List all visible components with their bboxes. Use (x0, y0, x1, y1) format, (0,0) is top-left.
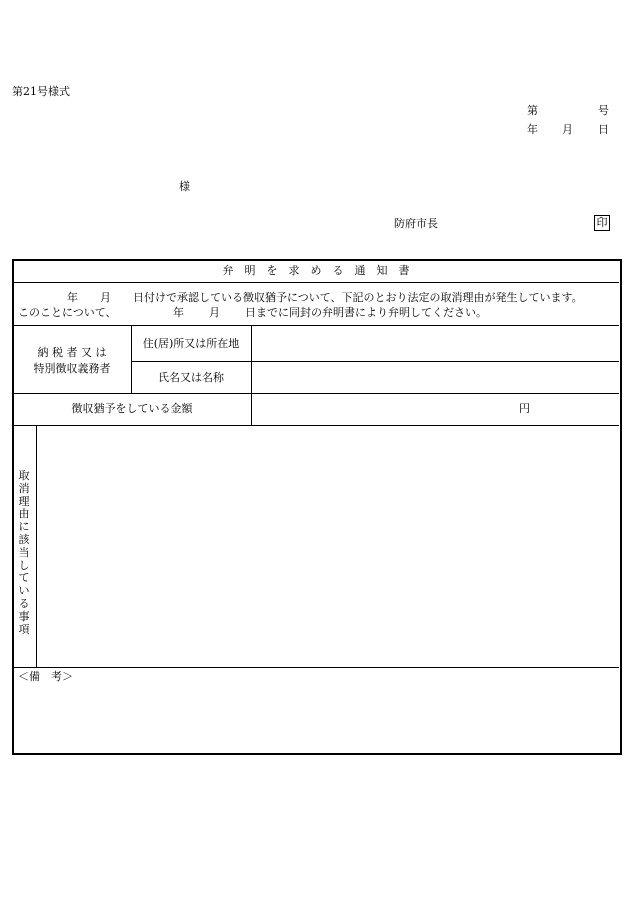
intro-line-2-prefix: このことについて、 (18, 306, 117, 319)
name-label: 氏名又は名称 (158, 371, 224, 384)
intro-divider (13, 325, 619, 326)
taxpayer-divider (13, 393, 619, 394)
date-month-label: 月 (562, 123, 573, 136)
reason-field[interactable] (37, 426, 618, 666)
document-number-suffix: 号 (598, 104, 609, 117)
name-field[interactable] (252, 362, 618, 392)
amount-label: 徴収猶予をしている金額 (71, 402, 193, 415)
form-number: 第21号様式 (12, 85, 70, 98)
intro-line-2-year: 年 (173, 306, 184, 319)
intro-line-2-suffix: 日までに同封の弁明書により弁明してください。 (245, 306, 487, 319)
form-title: 弁 明 を 求 め る 通 知 書 (222, 264, 410, 277)
intro-line-1: 年 月 日付けで承認している徴収猶予について、下記のとおり法定の取消理由が発生しています。 (67, 291, 583, 304)
taxpayer-label-line-1: 納 税 者 又 は (37, 346, 107, 359)
issuer-name: 防府市長 (394, 217, 438, 230)
remarks-label: ＜備 考＞ (18, 670, 73, 683)
intro-line-2-month: 月 (209, 306, 220, 319)
remarks-field[interactable] (14, 686, 618, 750)
title-divider (13, 282, 619, 283)
amount-unit: 円 (519, 402, 530, 415)
date-year-label: 年 (527, 123, 538, 136)
reason-divider (13, 667, 619, 668)
date-day-label: 日 (598, 123, 609, 136)
seal-mark: 印 (594, 215, 610, 231)
document-number-label: 第 (527, 104, 538, 117)
address-field[interactable] (252, 336, 618, 360)
reason-label: 取消理由に該当している事項 (18, 469, 30, 636)
addressee-honorific: 様 (179, 180, 190, 193)
address-label: 住(居)所又は所在地 (142, 337, 240, 350)
taxpayer-label-line-2: 特別徴収義務者 (33, 362, 111, 375)
